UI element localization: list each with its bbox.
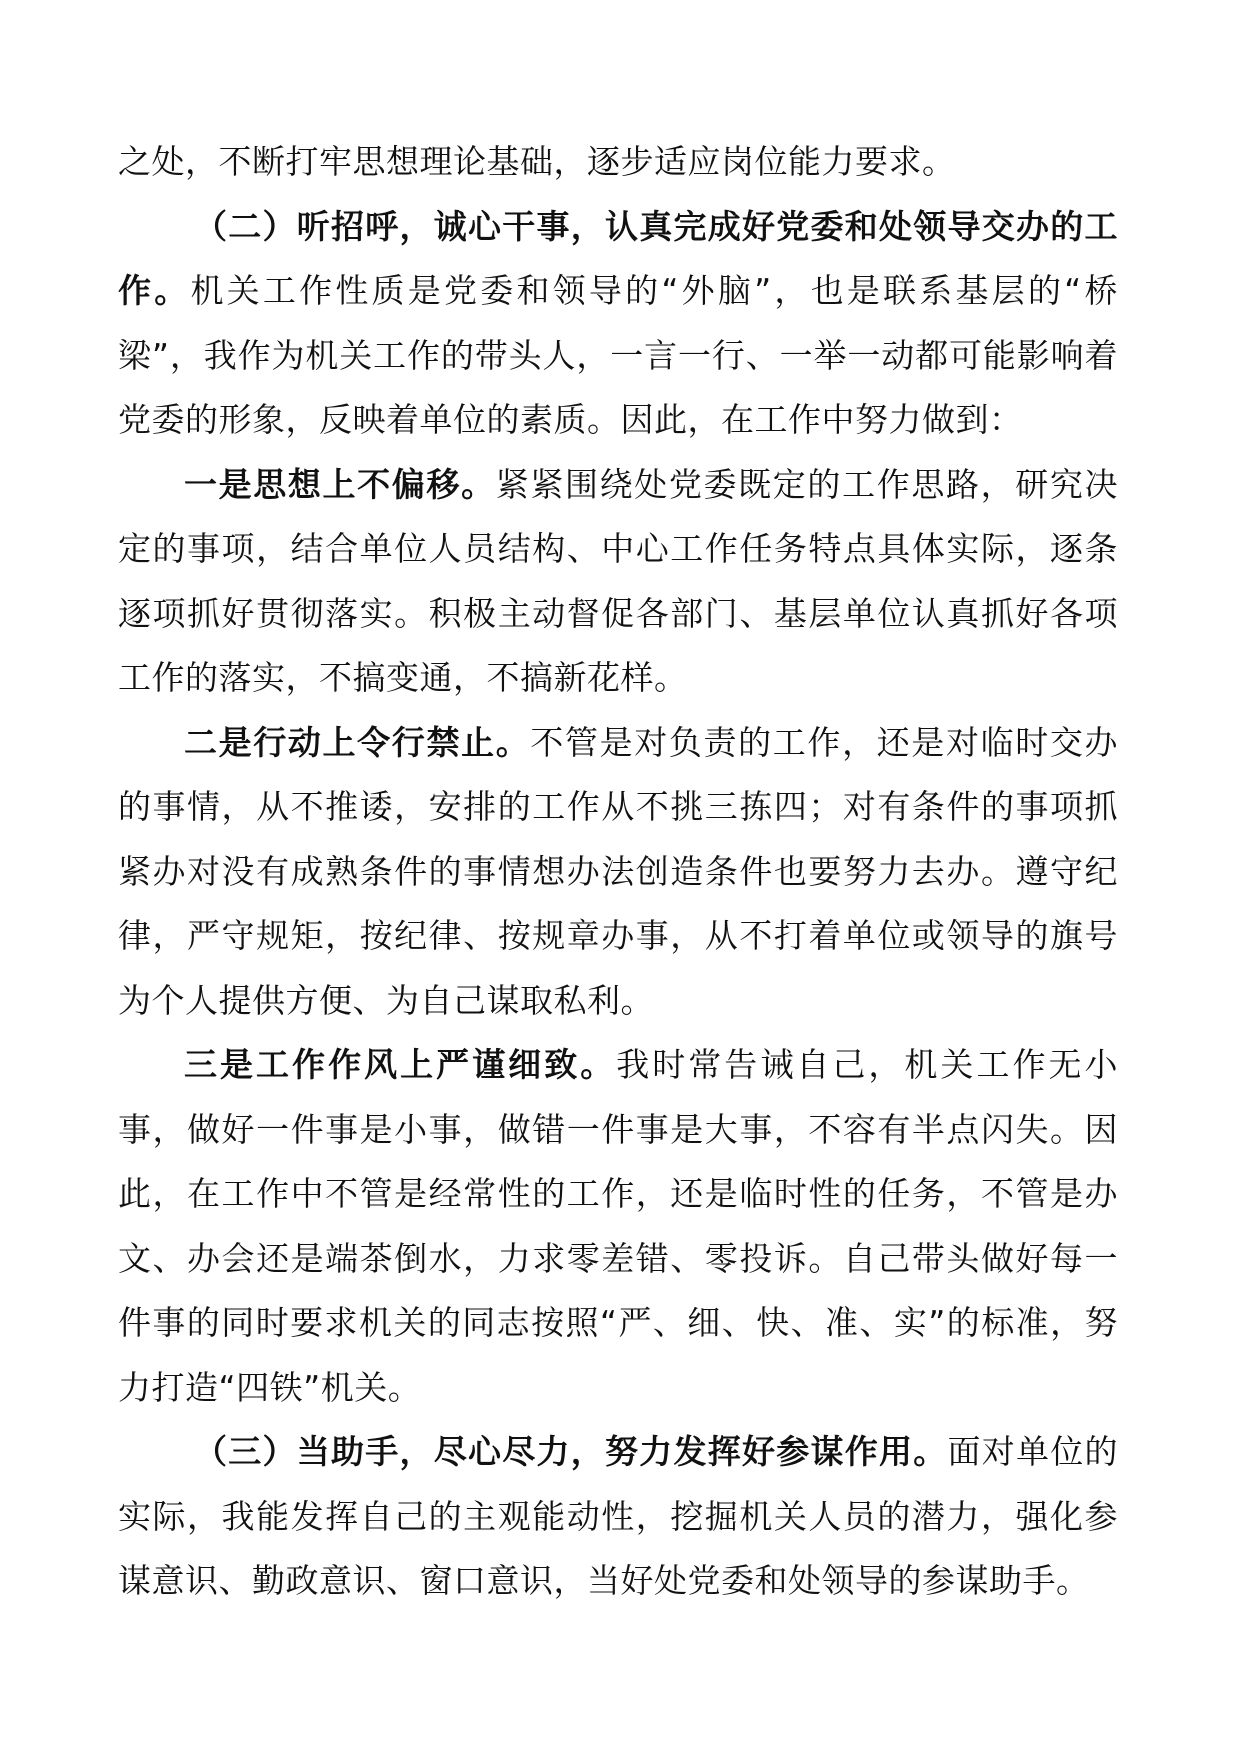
paragraph-text: 不管是对负责的工作，还是对临时交办的事情，从不推诿，安排的工作从不挑三拣四；对有条件的事项抓紧办对没有成熟条件的事情想办法创造条件也要努力去办。遵守纪律，严守规矩，按纪律、按规章办事，从不打着单位或领导的旗号为个人提供方便、为自己谋取私利。 bbox=[118, 722, 1119, 1020]
point-heading: 三是工作作风上严谨细致。 bbox=[184, 1045, 617, 1084]
paragraph-point-one bbox=[118, 453, 1118, 711]
paragraph-text: 面对单位的实际，我能发挥自己的主观能动性，挖掘机关人员的潜力，强化参谋意识、勤政意识、窗口意识，当好处党委和处领导的参谋助手。 bbox=[118, 1432, 1118, 1600]
paragraph-point-three bbox=[118, 1033, 1118, 1420]
paragraph-continuation bbox=[118, 130, 1118, 195]
point-heading: 一是思想上不偏移。 bbox=[184, 464, 496, 504]
paragraph-point-two bbox=[118, 711, 1118, 1034]
section-heading: （三）当助手，尽心尽力，努力发挥好参谋作用。 bbox=[194, 1432, 948, 1471]
document-body bbox=[118, 130, 1118, 1614]
paragraph-text: 我时常告诫自己，机关工作无小事，做好一件事是小事，做错一件事是大事，不容有半点闪失。因此，在工作中不管是经常性的工作，还是临时性的任务，不管是办文、办会还是端茶倒水，力求零差错、零投诉。自己带头做好每一件事的同时要求机关的同志按照“严、细、快、准、实”的标准，努力打造“四铁”机关。 bbox=[118, 1045, 1119, 1407]
section-heading: （二）听招呼，诚心干事，认真完成好党委和处领导交办的工作。 bbox=[118, 206, 1118, 310]
paragraph-text: 紧紧围绕处党委既定的工作思路，研究决定的事项，结合单位人员结构、中心工作任务特点具体实际，逐条逐项抓好贯彻落实。积极主动督促各部门、基层单位认真抓好各项工作的落实，不搞变通，不搞新花样。 bbox=[118, 464, 1119, 697]
paragraph-text: 之处，不断打牢思想理论基础，逐步适应岗位能力要求。 bbox=[118, 142, 956, 181]
point-heading: 二是行动上令行禁止。 bbox=[184, 722, 531, 762]
paragraph-text: 机关工作性质是党委和领导的“外脑”，也是联系基层的“桥梁”，我作为机关工作的带头人，一言一行、一举一动都可能影响着党委的形象，反映着单位的素质。因此，在工作中努力做到： bbox=[118, 271, 1119, 439]
paragraph-section-three bbox=[118, 1420, 1118, 1614]
paragraph-section-two bbox=[118, 195, 1118, 453]
